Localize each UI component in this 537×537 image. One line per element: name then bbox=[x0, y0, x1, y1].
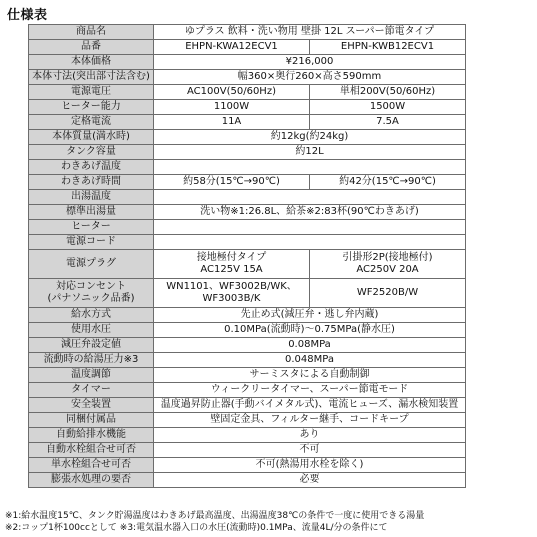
spec-row-value bbox=[154, 190, 466, 205]
spec-row-label: 商品名 bbox=[29, 25, 154, 40]
spec-row-label: 品番 bbox=[29, 40, 154, 55]
spec-row bbox=[29, 368, 466, 383]
spec-row-label: 使用水圧 bbox=[29, 323, 154, 338]
spec-row bbox=[29, 473, 466, 488]
spec-row-label: 単水栓組合せ可否 bbox=[29, 458, 154, 473]
spec-row-label: 電源プラグ bbox=[29, 250, 154, 279]
spec-row bbox=[29, 40, 466, 55]
spec-row-value: 温度過昇防止器(手動バイメタル式)、電流ヒューズ、漏水検知装置 bbox=[154, 398, 466, 413]
spec-row-label: 減圧弁設定値 bbox=[29, 338, 154, 353]
spec-row-value: 0.08MPa bbox=[154, 338, 466, 353]
spec-row bbox=[29, 398, 466, 413]
spec-row-value: EHPN-KWA12ECV1 bbox=[154, 40, 310, 55]
spec-row-label: 膨張水処理の要否 bbox=[29, 473, 154, 488]
spec-row-value: 先止め式(減圧弁・逃し弁内蔵) bbox=[154, 308, 466, 323]
spec-row bbox=[29, 250, 466, 279]
spec-row-value bbox=[154, 235, 466, 250]
spec-row-label: ヒーター能力 bbox=[29, 100, 154, 115]
footnotes bbox=[5, 510, 424, 534]
spec-row-value: 1500W bbox=[310, 100, 466, 115]
spec-row-value: 7.5A bbox=[310, 115, 466, 130]
footnote-line: ※2:コップ1杯100ccとして ※3:電気温水器入口の水圧(流動時)0.1MPa、流量4L/分の条件にて bbox=[5, 523, 388, 533]
spec-row-value: ゆプラス 飲料・洗い物用 壁掛 12L スーパー節電タイプ bbox=[154, 25, 466, 40]
spec-row-value: サーミスタによる自動制御 bbox=[154, 368, 466, 383]
spec-row-label: タンク容量 bbox=[29, 145, 154, 160]
spec-row-value: 幅360×奥行260×高さ590mm bbox=[154, 70, 466, 85]
spec-row-label: わきあげ時間 bbox=[29, 175, 154, 190]
spec-row-value: 不可 bbox=[154, 443, 466, 458]
spec-row-label: 本体価格 bbox=[29, 55, 154, 70]
spec-row bbox=[29, 383, 466, 398]
spec-table-body bbox=[29, 25, 466, 488]
spec-row-value: 壁固定金具、フィルター継手、コードキープ bbox=[154, 413, 466, 428]
spec-row-label: 給水方式 bbox=[29, 308, 154, 323]
spec-row-label: 流動時の給湯圧力※3 bbox=[29, 353, 154, 368]
spec-row-label: わきあげ温度 bbox=[29, 160, 154, 175]
spec-row-label: 標準出湯量 bbox=[29, 205, 154, 220]
spec-row bbox=[29, 115, 466, 130]
spec-row-value: 引掛形2P(接地極付) AC250V 20A bbox=[310, 250, 466, 279]
footnote-line: ※1:給水温度15℃、タンク貯湯温度はわきあげ最高温度、出湯温度38℃の条件で一度に使用できる湯量 bbox=[5, 511, 425, 521]
spec-row-label: 定格電流 bbox=[29, 115, 154, 130]
spec-row-value: 0.10MPa(流動時)～0.75MPa(静水圧) bbox=[154, 323, 466, 338]
spec-row-value: ウィークリータイマー、スーパー節電モード bbox=[154, 383, 466, 398]
spec-row-value: ¥216,000 bbox=[154, 55, 466, 70]
spec-row bbox=[29, 323, 466, 338]
spec-row-label: 自動水栓組合せ可否 bbox=[29, 443, 154, 458]
spec-row bbox=[29, 220, 466, 235]
spec-row bbox=[29, 55, 466, 70]
spec-row-label: 同梱付属品 bbox=[29, 413, 154, 428]
spec-table bbox=[28, 24, 466, 488]
spec-row-value: EHPN-KWB12ECV1 bbox=[310, 40, 466, 55]
spec-row bbox=[29, 175, 466, 190]
spec-row bbox=[29, 190, 466, 205]
spec-row-value: 1100W bbox=[154, 100, 310, 115]
page-title: 仕様表 bbox=[7, 8, 48, 23]
spec-row bbox=[29, 85, 466, 100]
spec-row-value: 単相200V(50/60Hz) bbox=[310, 85, 466, 100]
spec-row-label: 対応コンセント (パナソニック品番) bbox=[29, 279, 154, 308]
spec-row bbox=[29, 443, 466, 458]
spec-row-value: 接地極付タイプ AC125V 15A bbox=[154, 250, 310, 279]
spec-row-label: ヒーター bbox=[29, 220, 154, 235]
spec-row-value: 約42分(15℃→90℃) bbox=[310, 175, 466, 190]
spec-row-value: 不可(熱湯用水栓を除く) bbox=[154, 458, 466, 473]
spec-row bbox=[29, 70, 466, 85]
spec-row bbox=[29, 458, 466, 473]
spec-row-value: WN1101、WF3002B/WK、 WF3003B/K bbox=[154, 279, 310, 308]
spec-row-value: 0.048MPa bbox=[154, 353, 466, 368]
spec-row bbox=[29, 25, 466, 40]
spec-row-value: 約12L bbox=[154, 145, 466, 160]
spec-row-value: 洗い物※1:26.8L、給茶※2:83杯(90℃わきあげ) bbox=[154, 205, 466, 220]
spec-row-label: 出湯温度 bbox=[29, 190, 154, 205]
spec-row-value bbox=[154, 160, 466, 175]
spec-row bbox=[29, 308, 466, 323]
spec-row bbox=[29, 205, 466, 220]
spec-row-label: 電源コード bbox=[29, 235, 154, 250]
spec-row-label: 温度調節 bbox=[29, 368, 154, 383]
spec-row-value bbox=[154, 220, 466, 235]
spec-row bbox=[29, 353, 466, 368]
spec-row-label: 本体寸法(突出部寸法含む) bbox=[29, 70, 154, 85]
spec-row-value: 必要 bbox=[154, 473, 466, 488]
spec-row bbox=[29, 160, 466, 175]
spec-row-label: タイマー bbox=[29, 383, 154, 398]
spec-row-label: 自動給排水機能 bbox=[29, 428, 154, 443]
spec-row bbox=[29, 145, 466, 160]
spec-row bbox=[29, 428, 466, 443]
spec-row-value: 約12kg(約24kg) bbox=[154, 130, 466, 145]
spec-row-value: WF2520B/W bbox=[310, 279, 466, 308]
spec-row-label: 安全装置 bbox=[29, 398, 154, 413]
spec-row bbox=[29, 279, 466, 308]
spec-row-value: 11A bbox=[154, 115, 310, 130]
spec-row-value: あり bbox=[154, 428, 466, 443]
spec-row bbox=[29, 130, 466, 145]
spec-row-value: 約58分(15℃→90℃) bbox=[154, 175, 310, 190]
spec-row-label: 電源電圧 bbox=[29, 85, 154, 100]
spec-row-label: 本体質量(満水時) bbox=[29, 130, 154, 145]
spec-row-value: AC100V(50/60Hz) bbox=[154, 85, 310, 100]
spec-row bbox=[29, 235, 466, 250]
spec-row bbox=[29, 100, 466, 115]
spec-row bbox=[29, 413, 466, 428]
spec-row bbox=[29, 338, 466, 353]
